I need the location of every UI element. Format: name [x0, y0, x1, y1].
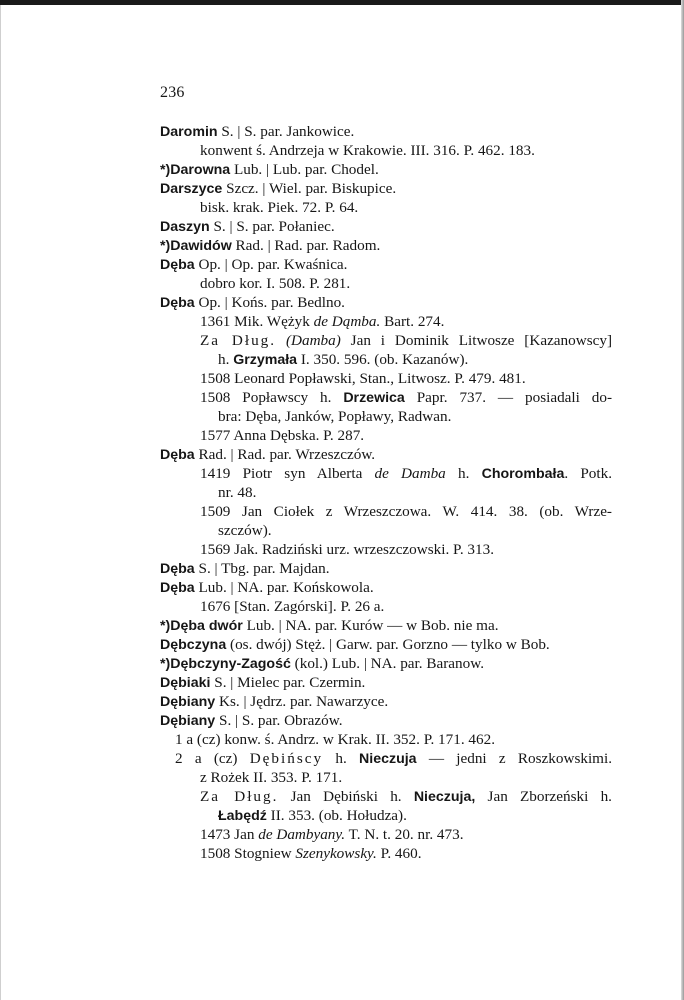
text-line	[218, 521, 272, 540]
text-line	[160, 616, 499, 636]
italic-text: de Dąmba.	[313, 313, 381, 330]
text-segment: P. 460.	[376, 845, 422, 862]
text-line	[200, 198, 358, 217]
text-line	[200, 597, 384, 616]
text-segment: Lub. | Lub. par. Chodel.	[230, 161, 379, 178]
text-line	[218, 350, 468, 370]
entry-headword: Daszyn	[160, 219, 210, 235]
text-segment: Dębińscy	[249, 750, 324, 767]
entry-headword: Dęba	[160, 257, 195, 273]
text-segment: konwent ś. Andrzeja w Krakowie. III. 316. P. 462. 183.	[200, 142, 535, 159]
text-segment: bisk. krak. Piek. 72. P. 64.	[200, 199, 359, 216]
italic-text: de Damba	[374, 465, 446, 482]
text-line	[218, 407, 451, 426]
text-line	[200, 502, 612, 521]
text-segment	[276, 332, 286, 349]
text-segment: 1509 Jan Ciołek z Wrzeszczowa. W. 414. 38. (ob. Wrze-	[200, 503, 612, 520]
text-line	[200, 844, 422, 863]
text-line	[160, 122, 354, 142]
entry-headword: Daromin	[160, 124, 218, 140]
entry-headword: Dębiany	[160, 694, 216, 710]
text-segment: Za Dług.	[200, 788, 279, 805]
text-line	[160, 445, 375, 465]
text-segment: Lub. | NA. par. Kurów — w Bob. nie ma.	[242, 617, 499, 634]
text-segment: Op. | Końs. par. Bedlno.	[194, 294, 345, 311]
entry-headword: Darszyce	[160, 181, 223, 197]
entry-headword: Chorombała	[481, 466, 565, 482]
text-segment: Jan Dębiński h.	[278, 788, 414, 805]
text-segment: . Potk.	[564, 465, 613, 482]
text-segment: dobro kor. I. 508. P. 281.	[200, 275, 351, 292]
text-segment: Op. | Op. par. Kwaśnica.	[194, 256, 348, 273]
text-segment: Ks. | Jędrz. par. Nawarzyce.	[215, 693, 389, 710]
text-segment: 1361 Mik. Wężyk	[200, 313, 314, 330]
text-segment: II. 353. (ob. Hołudza).	[266, 807, 407, 824]
text-line	[160, 217, 335, 237]
text-segment: I. 350. 596. (ob. Kazanów).	[297, 351, 469, 368]
text-segment: 1473 Jan	[200, 826, 259, 843]
text-line	[160, 160, 379, 180]
entry-headword: Dębiaki	[160, 675, 211, 691]
text-line	[218, 806, 407, 826]
text-segment: S. | Mielec par. Czermin.	[210, 674, 366, 691]
text-segment: h.	[323, 750, 360, 767]
entry-headword: Łabędź	[218, 808, 267, 824]
text-line	[160, 692, 388, 712]
text-segment: Rad. | Rad. par. Radom.	[231, 237, 381, 254]
text-segment: z Rożek II. 353. P. 171.	[200, 769, 343, 786]
text-segment: Bart. 274.	[380, 313, 445, 330]
entry-headword: *)Darowna	[160, 162, 231, 178]
text-segment: Jan Zborzeński h.	[475, 788, 612, 805]
text-segment: Papr. 737. — posiadali do-	[404, 389, 613, 406]
text-segment: — jedni z Roszkowskimi.	[416, 750, 612, 767]
text-segment: Rad. | Rad. par. Wrzeszczów.	[194, 446, 376, 463]
entry-headword: Grzymała	[233, 352, 298, 368]
text-segment: S. | S. par. Połaniec.	[209, 218, 335, 235]
entry-headword: *)Dębczyny-Zagość	[160, 656, 291, 672]
text-line	[200, 464, 612, 484]
entry-headword: Drzewica	[343, 390, 405, 406]
text-line	[160, 578, 374, 598]
text-segment: Lub. | NA. par. Końskowola.	[194, 579, 374, 596]
entry-headword: Dębczyna	[160, 637, 227, 653]
entry-headword: Dęba	[160, 295, 195, 311]
entry-headword: Dęba	[160, 561, 195, 577]
text-line	[175, 749, 612, 769]
italic-text: Szenykowsky.	[295, 845, 377, 862]
entry-headword: Dęba	[160, 447, 195, 463]
text-segment: Szcz. | Wiel. par. Biskupice.	[222, 180, 397, 197]
text-line	[218, 483, 256, 502]
text-line	[200, 540, 494, 559]
text-segment: S. | S. par. Jankowice.	[217, 123, 355, 140]
text-segment: 1569 Jak. Radziński urz. wrzeszczowski. P. 313.	[200, 541, 494, 558]
text-segment: 1577 Anna Dębska. P. 287.	[200, 427, 365, 444]
text-segment: nr. 48.	[218, 484, 257, 501]
entry-headword: Dębiany	[160, 713, 216, 729]
text-line	[160, 179, 396, 199]
text-segment: S. | S. par. Obrazów.	[215, 712, 343, 729]
text-line	[175, 730, 495, 749]
text-line	[200, 426, 364, 445]
text-segment: 1508 Leonard Popławski, Stan., Litwosz. P. 479. 481.	[200, 370, 526, 387]
text-segment: Jan i Dominik Litwosze [Kazanowscy]	[340, 332, 613, 349]
text-line	[160, 559, 330, 579]
entry-headword: Nieczuja	[359, 751, 417, 767]
text-line	[200, 141, 535, 160]
text-line	[160, 673, 365, 693]
text-segment: S. | Tbg. par. Majdan.	[194, 560, 330, 577]
text-line	[200, 331, 612, 350]
text-line	[200, 825, 464, 844]
entry-headword: *)Dęba dwór	[160, 618, 243, 634]
text-line	[160, 654, 484, 674]
text-line	[200, 312, 444, 331]
entry-headword: Nieczuja,	[413, 789, 476, 805]
text-segment: 1508 Stogniew	[200, 845, 296, 862]
text-segment: h.	[445, 465, 482, 482]
text-line	[160, 293, 345, 313]
text-line	[200, 768, 342, 787]
text-segment: 1508 Popławscy h.	[200, 389, 344, 406]
text-line	[160, 711, 343, 731]
text-segment: Za Dług.	[200, 332, 277, 349]
page-number: 236	[160, 84, 185, 101]
text-segment: 2 a (cz)	[175, 750, 250, 767]
text-line	[160, 635, 550, 655]
italic-text: (Damba)	[285, 332, 341, 349]
text-segment: bra: Dęba, Janków, Popławy, Radwan.	[218, 408, 452, 425]
text-line	[200, 787, 612, 807]
text-line	[160, 255, 347, 275]
text-segment: 1419 Piotr syn Alberta	[200, 465, 375, 482]
italic-text: de Dambyany.	[258, 826, 346, 843]
text-segment: (os. dwój) Stęż. | Garw. par. Gorzno — tylko w Bob.	[226, 636, 550, 653]
text-line	[160, 236, 380, 256]
entry-headword: Dęba	[160, 580, 195, 596]
page-top-border	[0, 0, 684, 5]
text-segment: 1676 [Stan. Zagórski]. P. 26 a.	[200, 598, 385, 615]
text-line	[200, 388, 612, 408]
text-segment: (kol.) Lub. | NA. par. Baranow.	[290, 655, 484, 672]
page-left-edge	[0, 5, 1, 1000]
text-line	[200, 274, 350, 293]
text-segment: T. N. t. 20. nr. 473.	[345, 826, 464, 843]
text-segment: 1 a (cz) konw. ś. Andrz. w Krak. II. 352. P. 171. 462.	[175, 731, 496, 748]
text-line	[200, 369, 526, 388]
entry-headword: *)Dawidów	[160, 238, 232, 254]
text-segment: h.	[218, 351, 234, 368]
text-segment: szczów).	[218, 522, 272, 539]
